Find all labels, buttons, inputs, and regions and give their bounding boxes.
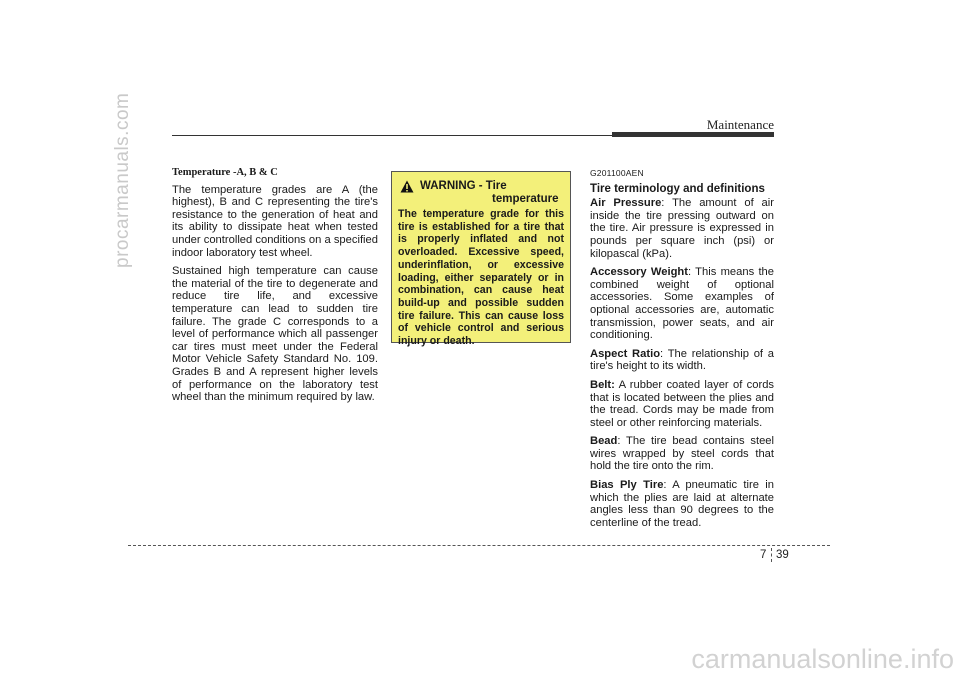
header-rule	[172, 135, 612, 136]
warning-header	[398, 178, 564, 206]
warning-title-continued: temperature	[492, 193, 559, 205]
definition-text: A rubber coated layer of cords that is located between the plies and the tread. Cords may be made from steel or other reinforcing materials.	[590, 378, 775, 429]
paragraph: Sustained high temperature can cause the material of the tire to degenerate and reduce tire life, and excessive temperature can lead to sudden tire failure. The grade C corresponds to a level of performance which all passenger car tires must meet under the Federal Motor Vehicle Safety Standard No. 109. Grades B and A represent higher levels of performance on the laboratory test wheel than the minimum required by law.	[172, 265, 378, 404]
warning-body: The temperature grade for this tire is established for a tire that is properly inflated and not overloaded. Excessive speed, underinflation, or excessive loading, either separately or in combination, can cause heat build-up and possible sudden tire failure. This can cause loss of vehicle control and serious injury or death.	[398, 208, 564, 348]
section-code: G201100AEN	[590, 168, 644, 178]
page-number-separator	[771, 548, 772, 562]
term: Belt:	[590, 378, 615, 391]
paragraph: The temperature grades are A (the highest), B and C representing the tire's resistance to the generation of heat and its ability to dissipate heat when tested under controlled conditions on a specified indoor laboratory test wheel.	[172, 183, 378, 259]
term: Aspect Ratio	[590, 347, 661, 360]
header-rule-accent	[612, 132, 774, 137]
definition-aspect-ratio: Aspect Ratio: The relationship of a tire's height to its width.	[590, 347, 775, 373]
terminology-heading: Tire terminology and definitions	[590, 182, 765, 195]
definition-accessory-weight: Accessory Weight: This means the combined weight of optional accessories. Some examples of optional accessories are, automatic transmission, power seats, and air conditioning.	[590, 266, 775, 342]
section-title: Maintenance	[706, 117, 774, 132]
bottom-watermark: carmanualsonline.info	[691, 644, 954, 674]
definition-bead: Bead: The tire bead contains steel wires wrapped by steel cords that hold the tire onto the rim.	[590, 435, 774, 473]
term: Bias Ply Tire	[590, 479, 664, 492]
term: Air Pressure	[590, 197, 662, 210]
page-number: 39	[776, 549, 789, 561]
definition-text: The relationship of a tire's height to its width.	[590, 347, 775, 373]
definition-air-pressure: Air Pressure: The amount of air inside the tire pressing outward on the tire. Air pressure is expressed in pounds per square inch (psi) or kilopascal (kPa).	[590, 197, 774, 260]
warning-triangle-icon	[400, 180, 414, 193]
side-watermark: procarmanuals.com	[112, 92, 133, 268]
definition-belt	[590, 379, 774, 429]
chapter-number: 7	[760, 549, 767, 561]
footer-rule	[128, 545, 830, 546]
term: Accessory Weight	[590, 266, 688, 279]
warning-title: WARNING - Tire	[420, 180, 507, 192]
definition-bias-ply-tire: Bias Ply Tire: A pneumatic tire in which the plies are laid at alternate angles less than 90 degrees to the centerline of the tread.	[590, 479, 774, 529]
temperature-subheading: Temperature -A, B & C	[172, 167, 278, 178]
warning-box	[391, 171, 571, 348]
definition-text: This means the combined weight of optional accessories. Some examples of optional accessories are, automatic transmission, power seats, and air conditioning.	[590, 266, 775, 342]
left-column	[172, 167, 378, 410]
definition-text: The tire bead contains steel wires wrapped by steel cords that hold the tire onto the rim.	[590, 435, 774, 473]
definition-text: The amount of air inside the tire pressing outward on the tire. Air pressure is expressed in pounds per square inch (psi) or kilopascal (kPa).	[590, 197, 774, 260]
definition-text: A pneumatic tire in which the plies are laid at alternate angles less than 90 degrees to the centerline of the tread.	[590, 479, 774, 529]
right-column	[590, 167, 774, 535]
term: Bead	[590, 435, 618, 448]
